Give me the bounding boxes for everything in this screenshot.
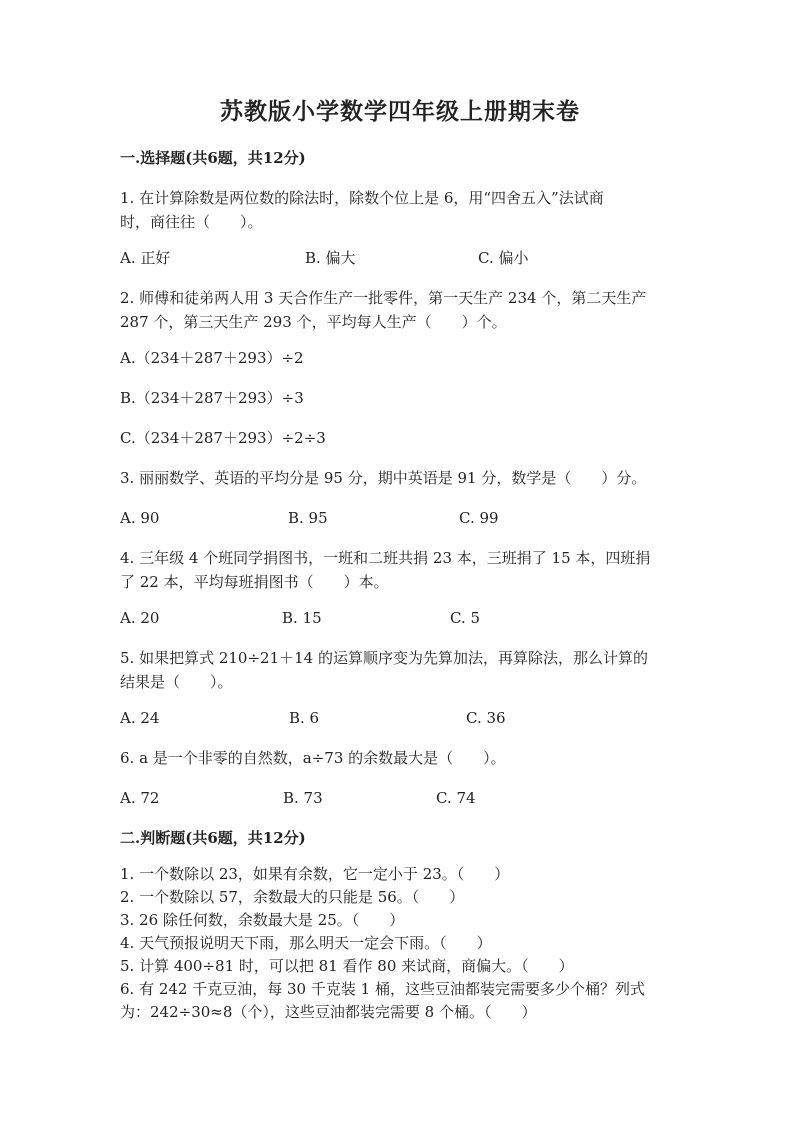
question-3-option-b: B. 95: [288, 509, 328, 527]
question-3-line-1: 3. 丽丽数学、英语的平均分是 95 分，期中英语是 91 分，数学是（ ）分。: [120, 469, 647, 487]
question-2-line-1: 2. 师傅和徒弟两人用 3 天合作生产一批零件，第一天生产 234 个，第二天生产: [120, 289, 647, 307]
judgement-item-4: 4. 天气预报说明天下雨，那么明天一定会下雨。（ ）: [120, 934, 492, 952]
judgement-item-1: 1. 一个数除以 23，如果有余数，它一定小于 23。（ ）: [120, 865, 510, 883]
question-1-line-1: 1. 在计算除数是两位数的除法时，除数个位上是 6，用“四舍五入”法试商: [120, 189, 604, 207]
judgement-item-3: 3. 26 除任何数，余数最大是 25。（ ）: [120, 911, 405, 929]
question-6-option-c: C. 74: [436, 789, 476, 807]
question-4-option-b: B. 15: [282, 609, 322, 627]
section-heading-judgement: 二.判断题(共6题，共12分): [120, 829, 306, 847]
question-4-option-a: A. 20: [120, 609, 160, 627]
question-4-line-1: 4. 三年级 4 个班同学捐图书，一班和二班共捐 23 本，三班捐了 15 本，四班捐: [120, 549, 651, 567]
judgement-item-6-line-1: 6. 有 242 千克豆油，每 30 千克装 1 桶，这些豆油都装完需要多少个桶？列式: [120, 980, 645, 998]
question-3-option-c: C. 99: [459, 509, 499, 527]
question-5-line-2: 结果是（ ）。: [120, 673, 233, 691]
question-2-option-a: A.（234＋287＋293）÷2: [120, 349, 304, 367]
question-5-line-1: 5. 如果把算式 210÷21＋14 的运算顺序变为先算加法，再算除法，那么计算的: [120, 649, 648, 667]
question-5-option-a: A. 24: [120, 709, 160, 727]
page-title: 苏教版小学数学四年级上册期末卷: [220, 98, 580, 125]
judgement-item-5: 5. 计算 400÷81 时，可以把 81 看作 80 来试商，商偏大。（ ）: [120, 957, 574, 975]
question-5-option-c: C. 36: [466, 709, 506, 727]
question-6-option-a: A. 72: [120, 789, 160, 807]
question-1-option-a: A. 正好: [120, 249, 171, 267]
section-heading-choice: 一.选择题(共6题，共12分): [120, 149, 306, 167]
question-2-option-b: B.（234＋287＋293）÷3: [120, 389, 304, 407]
question-3-option-a: A. 90: [120, 509, 160, 527]
judgement-item-2: 2. 一个数除以 57，余数最大的只能是 56。（ ）: [120, 888, 465, 906]
question-1-option-c: C. 偏小: [478, 249, 529, 267]
question-4-option-c: C. 5: [450, 609, 481, 627]
question-6-line-1: 6. a 是一个非零的自然数，a÷73 的余数最大是（ ）。: [120, 749, 506, 767]
question-4-line-2: 了 22 本，平均每班捐图书（ ）本。: [120, 573, 389, 591]
question-2-option-c: C.（234＋287＋293）÷2÷3: [120, 429, 326, 447]
question-1-line-2: 时，商往往（ ）。: [120, 213, 263, 231]
question-2-line-2: 287 个，第三天生产 293 个，平均每人生产（ ）个。: [120, 313, 507, 331]
question-1-option-b: B. 偏大: [305, 249, 356, 267]
judgement-item-6-line-2: 为：242÷30≈8（个），这些豆油都装完需要 8 个桶。（ ）: [120, 1003, 537, 1021]
question-5-option-b: B. 6: [289, 709, 320, 727]
question-6-option-b: B. 73: [283, 789, 323, 807]
